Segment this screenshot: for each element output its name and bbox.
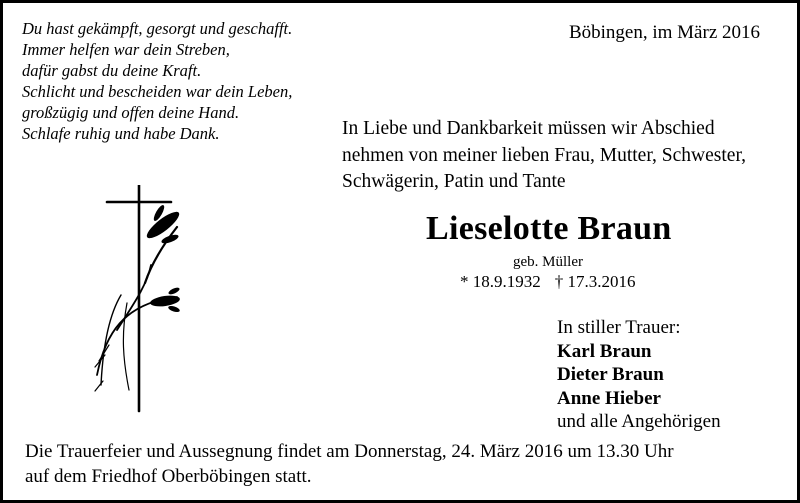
mourning-closing: und alle Angehörigen — [557, 411, 721, 432]
mourners-list — [557, 316, 721, 434]
funeral-line: Die Trauerfeier und Aussegnung findet am Donnerstag, 24. März 2016 um 13.30 Uhr — [25, 441, 674, 462]
mourning-heading: In stiller Trauer: — [557, 317, 681, 338]
poem-line: Schlicht und bescheiden war dein Leben, — [22, 82, 293, 101]
intro-line: In Liebe und Dankbarkeit müssen wir Abschied — [342, 118, 715, 139]
mourner-name: Dieter Braun — [557, 364, 664, 385]
funeral-notice — [25, 440, 674, 489]
mourner-name: Karl Braun — [557, 340, 652, 362]
funeral-line: auf dem Friedhof Oberböbingen statt. — [25, 465, 312, 487]
poem-verse — [22, 18, 292, 144]
poem-line: Schlafe ruhig und habe Dank. — [22, 124, 220, 143]
intro-line: Schwägerin, Patin und Tante — [342, 171, 566, 192]
place-date: Böbingen, im März 2016 — [568, 22, 760, 43]
mourner-name: Anne Hieber — [557, 387, 661, 409]
life-dates — [460, 272, 636, 292]
poem-line: dafür gabst du deine Kraft. — [22, 61, 202, 80]
poem-line: Immer helfen war dein Streben, — [22, 40, 230, 59]
poem-line: großzügig und offen deine Hand. — [22, 103, 240, 122]
maiden-name: geb. Müller — [513, 254, 583, 270]
deceased-name: Lieselotte Braun — [426, 210, 672, 247]
poem-line: Du hast gekämpft, gesorgt und geschafft. — [22, 19, 293, 38]
cross-with-wheat-icon — [75, 185, 180, 415]
intro-line: nehmen von meiner lieben Frau, Mutter, Schwester, — [342, 144, 747, 166]
death-date: † 17.3.2016 — [554, 272, 636, 291]
birth-date: * 18.9.1932 — [460, 272, 541, 291]
intro-text — [342, 116, 746, 196]
